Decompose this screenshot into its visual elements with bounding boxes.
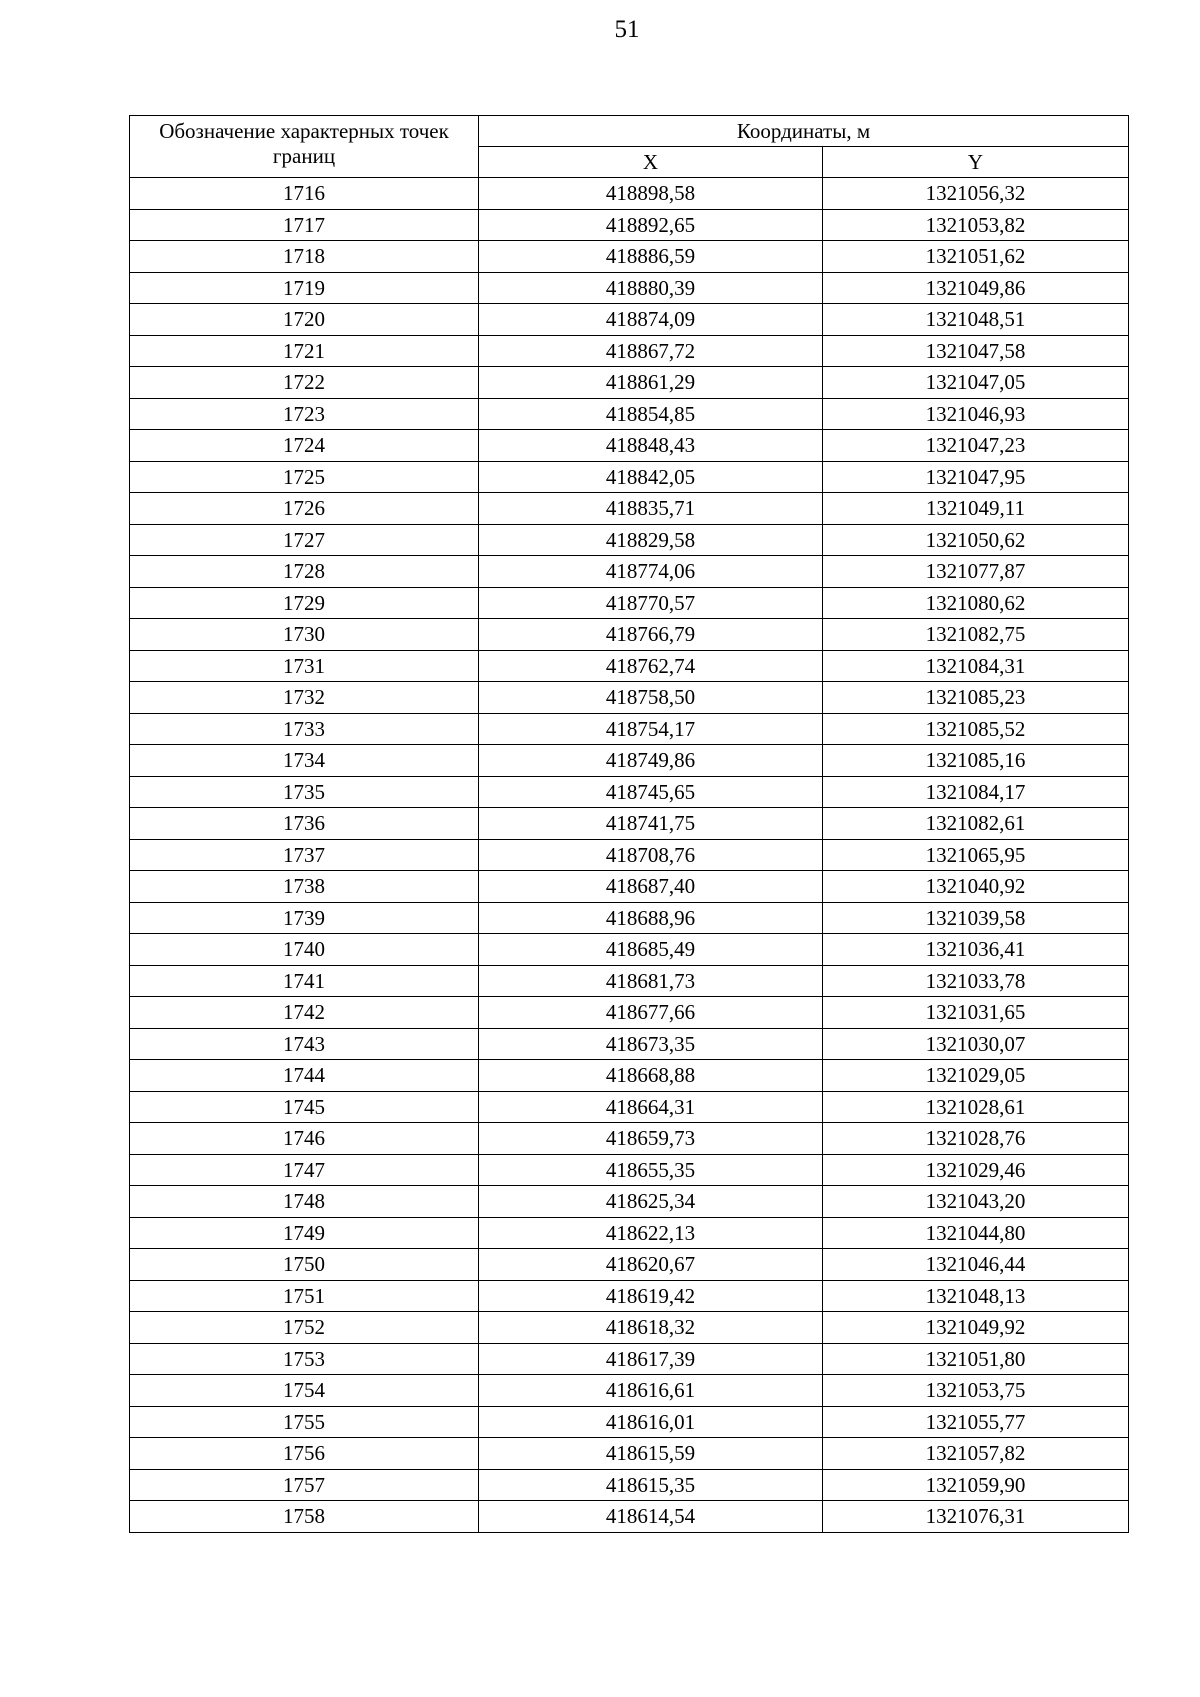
point-id-cell: 1740 [130,934,479,966]
x-coordinate-cell: 418854,85 [479,398,823,430]
point-id-cell: 1755 [130,1406,479,1438]
y-coordinate-cell: 1321049,86 [823,272,1129,304]
table-row [130,1343,1129,1375]
table-row [130,1438,1129,1470]
point-id-cell: 1720 [130,304,479,336]
table-row [130,745,1129,777]
x-coordinate-cell: 418615,59 [479,1438,823,1470]
y-coordinate-cell: 1321031,65 [823,997,1129,1029]
point-id-cell: 1753 [130,1343,479,1375]
point-id-cell: 1746 [130,1123,479,1155]
header-coords-label: Координаты, м [479,116,1129,147]
table-row [130,839,1129,871]
x-coordinate-cell: 418754,17 [479,713,823,745]
y-coordinate-cell: 1321029,05 [823,1060,1129,1092]
point-id-cell: 1743 [130,1028,479,1060]
point-id-cell: 1752 [130,1312,479,1344]
point-id-cell: 1726 [130,493,479,525]
y-coordinate-cell: 1321051,62 [823,241,1129,273]
x-coordinate-cell: 418749,86 [479,745,823,777]
table-row [130,1060,1129,1092]
header-point-label: Обозначение характерных точек границ [130,116,479,178]
point-id-cell: 1738 [130,871,479,903]
table-row [130,1406,1129,1438]
table-row [130,524,1129,556]
y-coordinate-cell: 1321047,05 [823,367,1129,399]
x-coordinate-cell: 418619,42 [479,1280,823,1312]
table-row [130,1469,1129,1501]
point-id-cell: 1736 [130,808,479,840]
table-row [130,335,1129,367]
table-body [130,178,1129,1533]
point-id-cell: 1718 [130,241,479,273]
y-coordinate-cell: 1321049,92 [823,1312,1129,1344]
table-row [130,934,1129,966]
y-coordinate-cell: 1321056,32 [823,178,1129,210]
x-coordinate-cell: 418616,01 [479,1406,823,1438]
y-coordinate-cell: 1321048,13 [823,1280,1129,1312]
table-row [130,1280,1129,1312]
x-coordinate-cell: 418688,96 [479,902,823,934]
table-header [130,116,1129,178]
x-coordinate-cell: 418770,57 [479,587,823,619]
y-coordinate-cell: 1321053,75 [823,1375,1129,1407]
table-row [130,1091,1129,1123]
point-id-cell: 1723 [130,398,479,430]
point-id-cell: 1745 [130,1091,479,1123]
point-id-cell: 1721 [130,335,479,367]
table-row [130,272,1129,304]
x-coordinate-cell: 418880,39 [479,272,823,304]
point-id-cell: 1757 [130,1469,479,1501]
y-coordinate-cell: 1321047,23 [823,430,1129,462]
y-coordinate-cell: 1321082,61 [823,808,1129,840]
point-id-cell: 1716 [130,178,479,210]
y-coordinate-cell: 1321055,77 [823,1406,1129,1438]
y-coordinate-cell: 1321030,07 [823,1028,1129,1060]
table-row [130,1028,1129,1060]
table-row [130,1217,1129,1249]
point-id-cell: 1737 [130,839,479,871]
point-id-cell: 1735 [130,776,479,808]
table-row [130,587,1129,619]
point-id-cell: 1758 [130,1501,479,1533]
point-id-cell: 1725 [130,461,479,493]
point-id-cell: 1748 [130,1186,479,1218]
point-id-cell: 1741 [130,965,479,997]
y-coordinate-cell: 1321053,82 [823,209,1129,241]
point-id-cell: 1734 [130,745,479,777]
y-coordinate-cell: 1321046,44 [823,1249,1129,1281]
table-row [130,367,1129,399]
x-coordinate-cell: 418708,76 [479,839,823,871]
x-coordinate-cell: 418618,32 [479,1312,823,1344]
table-row [130,1501,1129,1533]
y-coordinate-cell: 1321051,80 [823,1343,1129,1375]
point-id-cell: 1749 [130,1217,479,1249]
x-coordinate-cell: 418685,49 [479,934,823,966]
x-coordinate-cell: 418655,35 [479,1154,823,1186]
table-row [130,902,1129,934]
point-id-cell: 1744 [130,1060,479,1092]
y-coordinate-cell: 1321043,20 [823,1186,1129,1218]
x-coordinate-cell: 418835,71 [479,493,823,525]
table-row [130,1154,1129,1186]
table-row [130,1249,1129,1281]
x-coordinate-cell: 418861,29 [479,367,823,399]
x-coordinate-cell: 418659,73 [479,1123,823,1155]
y-coordinate-cell: 1321036,41 [823,934,1129,966]
table-row [130,965,1129,997]
point-id-cell: 1747 [130,1154,479,1186]
y-coordinate-cell: 1321076,31 [823,1501,1129,1533]
point-id-cell: 1731 [130,650,479,682]
x-coordinate-cell: 418681,73 [479,965,823,997]
table-row [130,430,1129,462]
y-coordinate-cell: 1321059,90 [823,1469,1129,1501]
y-coordinate-cell: 1321028,76 [823,1123,1129,1155]
table-row [130,713,1129,745]
y-coordinate-cell: 1321028,61 [823,1091,1129,1123]
x-coordinate-cell: 418766,79 [479,619,823,651]
table-row [130,1123,1129,1155]
y-coordinate-cell: 1321050,62 [823,524,1129,556]
x-coordinate-cell: 418615,35 [479,1469,823,1501]
x-coordinate-cell: 418673,35 [479,1028,823,1060]
point-id-cell: 1728 [130,556,479,588]
point-id-cell: 1727 [130,524,479,556]
header-x-label: X [479,147,823,178]
y-coordinate-cell: 1321080,62 [823,587,1129,619]
table-row [130,461,1129,493]
table-row [130,1312,1129,1344]
point-id-cell: 1732 [130,682,479,714]
y-coordinate-cell: 1321046,93 [823,398,1129,430]
table-row [130,808,1129,840]
table-row [130,650,1129,682]
x-coordinate-cell: 418848,43 [479,430,823,462]
x-coordinate-cell: 418898,58 [479,178,823,210]
table-row [130,241,1129,273]
point-id-cell: 1754 [130,1375,479,1407]
x-coordinate-cell: 418620,67 [479,1249,823,1281]
point-id-cell: 1724 [130,430,479,462]
y-coordinate-cell: 1321039,58 [823,902,1129,934]
x-coordinate-cell: 418677,66 [479,997,823,1029]
y-coordinate-cell: 1321047,58 [823,335,1129,367]
y-coordinate-cell: 1321082,75 [823,619,1129,651]
y-coordinate-cell: 1321029,46 [823,1154,1129,1186]
point-id-cell: 1719 [130,272,479,304]
x-coordinate-cell: 418867,72 [479,335,823,367]
x-coordinate-cell: 418892,65 [479,209,823,241]
y-coordinate-cell: 1321049,11 [823,493,1129,525]
y-coordinate-cell: 1321048,51 [823,304,1129,336]
x-coordinate-cell: 418741,75 [479,808,823,840]
point-id-cell: 1756 [130,1438,479,1470]
y-coordinate-cell: 1321085,16 [823,745,1129,777]
x-coordinate-cell: 418745,65 [479,776,823,808]
table-row [130,398,1129,430]
table-row [130,493,1129,525]
y-coordinate-cell: 1321084,31 [823,650,1129,682]
table-row [130,556,1129,588]
point-id-cell: 1717 [130,209,479,241]
x-coordinate-cell: 418668,88 [479,1060,823,1092]
x-coordinate-cell: 418616,61 [479,1375,823,1407]
table-row [130,1375,1129,1407]
y-coordinate-cell: 1321077,87 [823,556,1129,588]
point-id-cell: 1742 [130,997,479,1029]
point-id-cell: 1729 [130,587,479,619]
point-id-cell: 1733 [130,713,479,745]
y-coordinate-cell: 1321044,80 [823,1217,1129,1249]
x-coordinate-cell: 418625,34 [479,1186,823,1218]
table-row [130,682,1129,714]
table-row [130,209,1129,241]
point-id-cell: 1730 [130,619,479,651]
x-coordinate-cell: 418774,06 [479,556,823,588]
table-row [130,619,1129,651]
table-row [130,304,1129,336]
y-coordinate-cell: 1321065,95 [823,839,1129,871]
y-coordinate-cell: 1321033,78 [823,965,1129,997]
x-coordinate-cell: 418762,74 [479,650,823,682]
x-coordinate-cell: 418687,40 [479,871,823,903]
x-coordinate-cell: 418829,58 [479,524,823,556]
x-coordinate-cell: 418617,39 [479,1343,823,1375]
coordinates-table [129,115,1129,1533]
table-row [130,997,1129,1029]
y-coordinate-cell: 1321047,95 [823,461,1129,493]
table-row [130,1186,1129,1218]
x-coordinate-cell: 418614,54 [479,1501,823,1533]
y-coordinate-cell: 1321084,17 [823,776,1129,808]
y-coordinate-cell: 1321057,82 [823,1438,1129,1470]
y-coordinate-cell: 1321085,23 [823,682,1129,714]
x-coordinate-cell: 418886,59 [479,241,823,273]
y-coordinate-cell: 1321085,52 [823,713,1129,745]
table-row [130,871,1129,903]
point-id-cell: 1739 [130,902,479,934]
table-row [130,178,1129,210]
point-id-cell: 1751 [130,1280,479,1312]
page-number: 51 [614,16,640,43]
table-row [130,776,1129,808]
x-coordinate-cell: 418758,50 [479,682,823,714]
y-coordinate-cell: 1321040,92 [823,871,1129,903]
point-id-cell: 1722 [130,367,479,399]
x-coordinate-cell: 418622,13 [479,1217,823,1249]
header-y-label: Y [823,147,1129,178]
x-coordinate-cell: 418664,31 [479,1091,823,1123]
x-coordinate-cell: 418874,09 [479,304,823,336]
x-coordinate-cell: 418842,05 [479,461,823,493]
point-id-cell: 1750 [130,1249,479,1281]
